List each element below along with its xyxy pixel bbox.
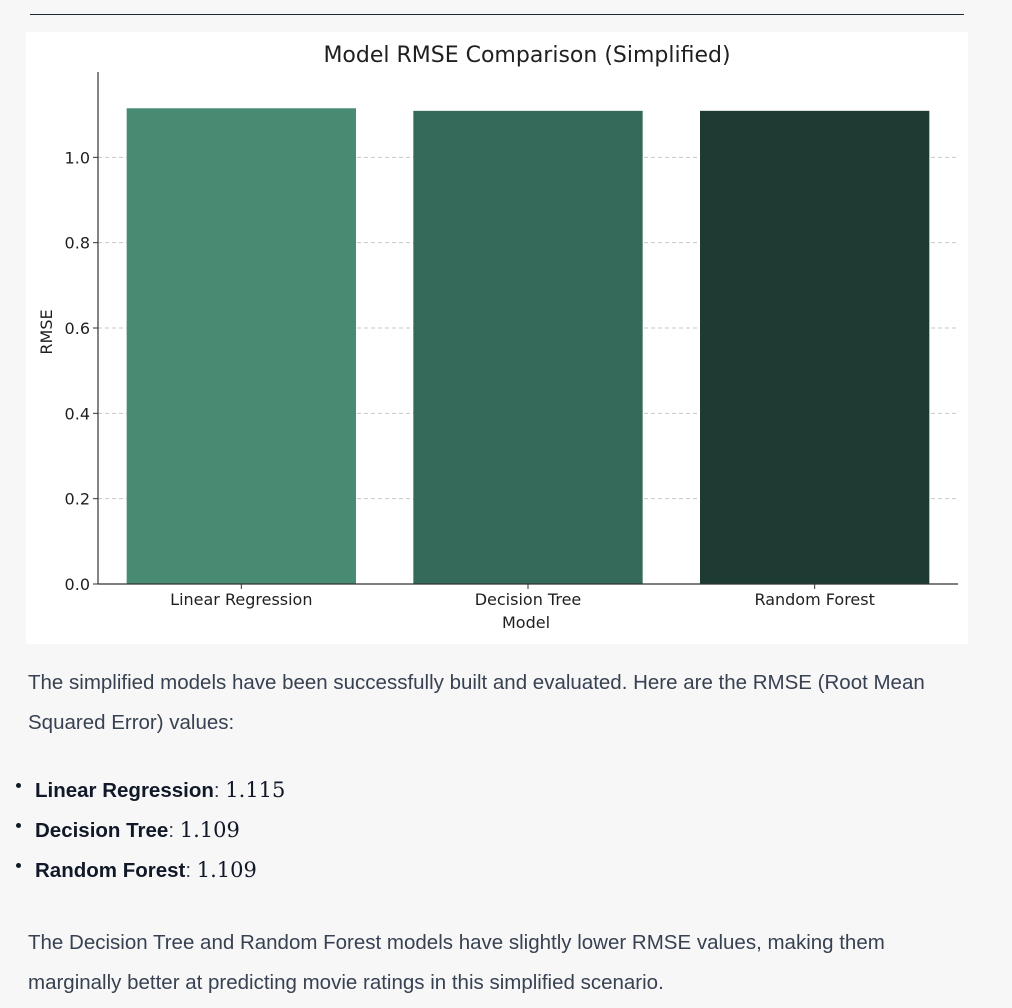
bar: [127, 108, 356, 584]
x-tick-label: Random Forest: [754, 590, 875, 609]
separator: :: [213, 779, 226, 802]
bullet-dot: [16, 783, 21, 788]
model-name: Random Forest: [35, 859, 186, 882]
model-name: Decision Tree: [35, 819, 169, 842]
rmse-value: 1.109: [179, 818, 240, 842]
model-name: Linear Regression: [35, 779, 214, 802]
list-item: [16, 810, 956, 850]
y-tick-label: 0.6: [64, 319, 90, 338]
rmse-bar-chart: [26, 32, 968, 644]
bar: [700, 111, 929, 584]
bullet-dot: [16, 863, 21, 868]
list-item: [16, 770, 956, 810]
x-tick-label: Decision Tree: [474, 590, 582, 609]
chart-image: [26, 32, 968, 644]
y-tick-label: 1.0: [64, 148, 90, 168]
rmse-value: 1.109: [196, 858, 257, 882]
y-tick-label: 0.8: [64, 233, 90, 253]
y-tick-label: 0.0: [64, 575, 90, 594]
y-tick-label: 0.4: [64, 404, 90, 424]
rmse-value: 1.115: [225, 778, 286, 802]
bullet-dot: [16, 823, 21, 828]
separator: :: [185, 859, 197, 882]
separator: :: [168, 819, 180, 842]
intro-paragraph: The simplified models have been successfully built and evaluated. Here are the RMSE (Root Mean Squared Error) values:: [28, 671, 925, 734]
chart-title: Model RMSE Comparison (Simplified): [323, 43, 731, 68]
y-tick-label: 0.2: [64, 489, 90, 509]
x-axis-label: Model: [501, 613, 551, 632]
results-list: [16, 770, 956, 890]
bar: [413, 111, 642, 584]
x-tick-label: Linear Regression: [170, 590, 313, 609]
bars: [127, 108, 930, 584]
y-axis-label: RMSE: [37, 309, 56, 355]
list-item: [16, 850, 956, 890]
conclusion-paragraph: The Decision Tree and Random Forest models have slightly lower RMSE values, making them marginally better at predicting movie ratings in this simplified scenario.: [28, 931, 885, 994]
message-divider: [30, 14, 964, 15]
